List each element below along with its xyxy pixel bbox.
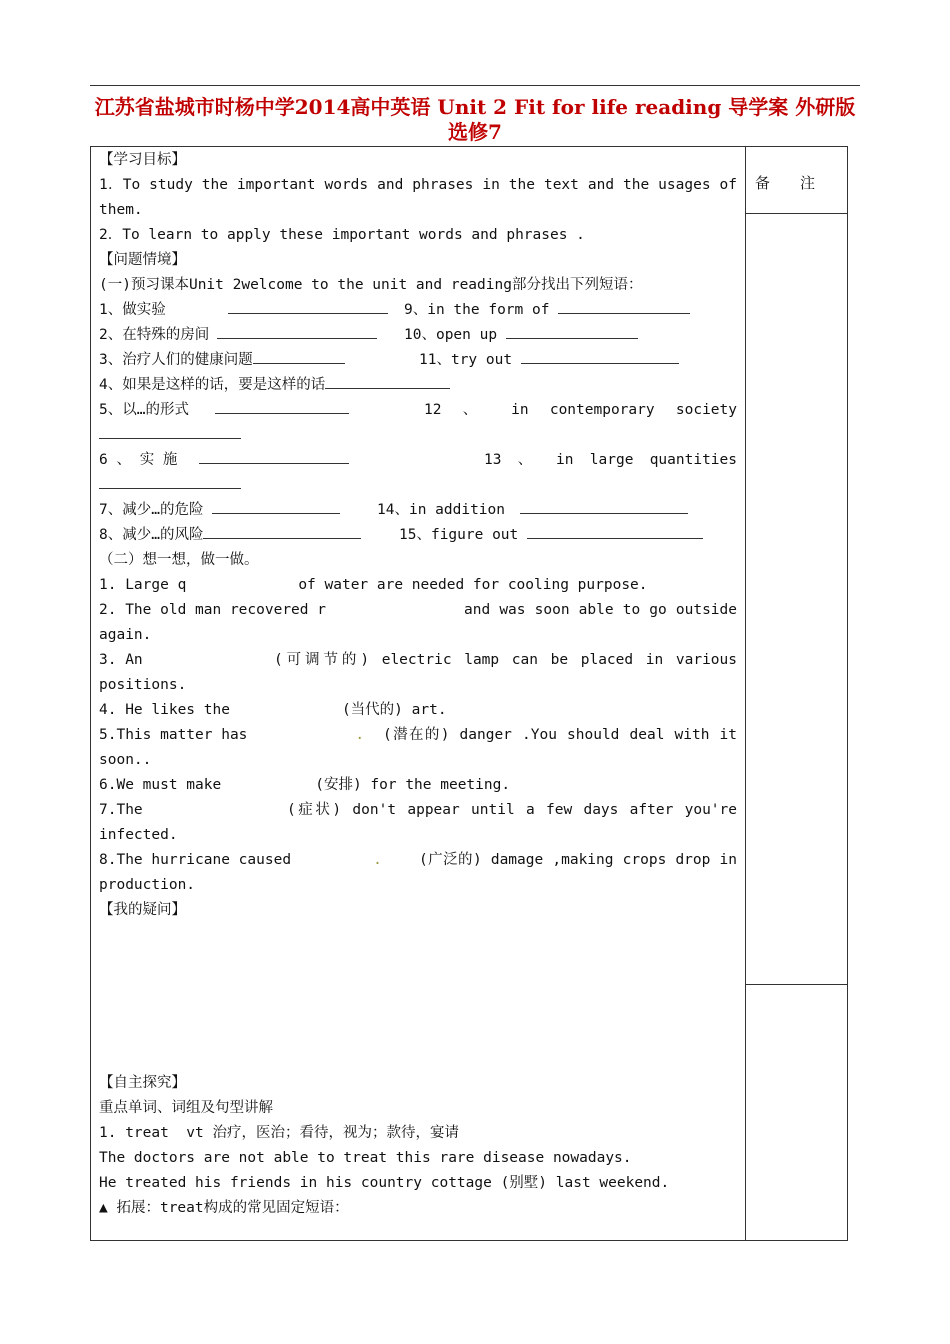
- sentence-2-cont: again.: [99, 627, 152, 643]
- blank[interactable]: [325, 373, 450, 389]
- sentence-7: 7.The (症状) don't appear until a few days after you're: [99, 802, 737, 818]
- goals-header: 【学习目标】: [99, 152, 186, 168]
- blank[interactable]: [228, 298, 388, 314]
- sentence-6: 6.We must make (安排) for the meeting.: [99, 777, 511, 793]
- questions-header: 【我的疑问】: [99, 902, 186, 918]
- notes-header: 备 注: [755, 174, 816, 192]
- phrase-row-4: [99, 373, 737, 398]
- notes-header-divider: [745, 213, 848, 214]
- sentence-2: 2. The old man recovered r and was soon able to go outside: [99, 602, 737, 618]
- explore-header: 【自主探究】: [99, 1075, 186, 1091]
- goal-1-cont: them.: [99, 202, 143, 218]
- phrase-15: 15、figure out: [399, 527, 527, 543]
- phrase-3: 3、治疗人们的健康问题: [99, 352, 253, 368]
- sentence-4: 4. He likes the (当代的) art.: [99, 702, 447, 718]
- phrase-row-6: [99, 448, 737, 473]
- title-line-2: 选修7: [448, 120, 502, 144]
- sentence-5-cont: soon..: [99, 752, 152, 768]
- phrase-11: 11、try out: [419, 352, 521, 368]
- blank[interactable]: [215, 398, 349, 414]
- sentence-3-cont: positions.: [99, 677, 187, 693]
- phrase-1: 1、做实验: [99, 302, 166, 318]
- phrase-13: 13 、 in large quantities: [484, 452, 737, 468]
- blank[interactable]: [203, 523, 361, 539]
- goal-1: 1．To study the important words and phrases in the text and the usages of: [99, 177, 737, 193]
- think-header: （二）想一想，做一做。: [99, 552, 259, 568]
- blank[interactable]: [506, 323, 638, 339]
- phrase-row-3: [99, 348, 737, 373]
- word-treat: 1. treat vt 治疗，医治；看待，视为；款待，宴请: [99, 1125, 459, 1141]
- sentence-8: 8.The hurricane caused . (广泛的) damage ,making crops drop in: [99, 852, 737, 868]
- phrase-5: 5、以…的形式: [99, 402, 189, 418]
- sentence-8-cont: production.: [99, 877, 196, 893]
- example-1: The doctors are not able to treat this rare disease nowadays.: [99, 1150, 632, 1166]
- blank[interactable]: [217, 323, 377, 339]
- blank[interactable]: [520, 498, 688, 514]
- notes-column-divider: [745, 146, 746, 1241]
- blank[interactable]: [212, 498, 340, 514]
- example-2: He treated his friends in his country cottage (别墅) last weekend.: [99, 1175, 670, 1191]
- blank[interactable]: [527, 523, 703, 539]
- header-rule: [90, 85, 860, 86]
- blank[interactable]: [199, 448, 349, 464]
- phrase-9: 9、in the form of: [404, 302, 559, 318]
- phrase-row-2: [99, 323, 737, 348]
- phrase-row-1: [99, 298, 737, 323]
- phrase-6: 6 、 实 施: [99, 452, 178, 468]
- blank[interactable]: [99, 423, 241, 439]
- extension: ▲ 拓展：treat构成的常见固定短语：: [99, 1200, 349, 1216]
- sentence-7-cont: infected.: [99, 827, 178, 843]
- phrase-row-5-cont: [99, 423, 737, 448]
- sentence-5: 5.This matter has . (潜在的) danger .You should deal with it: [99, 727, 737, 743]
- phrase-row-7: [99, 498, 737, 523]
- blank[interactable]: [521, 348, 679, 364]
- phrase-2: 2、在特殊的房间: [99, 327, 210, 343]
- blank[interactable]: [558, 298, 690, 314]
- notes-cell-divider: [745, 984, 848, 985]
- title-line-1: 江苏省盐城市时杨中学2014高中英语 Unit 2 Fit for life reading 导学案 外研版: [94, 95, 856, 119]
- phrase-12: 12 、 in contemporary society: [424, 402, 737, 418]
- phrase-7: 7、减少…的危险: [99, 502, 213, 518]
- problem-intro: (一)预习课本Unit 2welcome to the unit and reading部分找出下列短语：: [99, 277, 643, 293]
- phrase-14: 14、in addition: [377, 502, 514, 518]
- blank[interactable]: [253, 348, 345, 364]
- questions-space[interactable]: [99, 923, 737, 1071]
- worksheet-content: [99, 148, 737, 1221]
- explore-subheader: 重点单词、词组及句型讲解: [99, 1100, 273, 1116]
- phrase-4: 4、如果是这样的话，要是这样的话: [99, 377, 326, 393]
- phrase-row-5: [99, 398, 737, 423]
- problem-header: 【问题情境】: [99, 252, 186, 268]
- sentence-1: 1. Large q of water are needed for cooling purpose.: [99, 577, 648, 593]
- goal-2: 2．To learn to apply these important words and phrases .: [99, 227, 585, 243]
- document-title: [90, 95, 860, 145]
- phrase-row-6-cont: [99, 473, 737, 498]
- phrase-10: 10、open up: [404, 327, 506, 343]
- phrase-row-8: [99, 523, 737, 548]
- phrase-8: 8、减少…的风险: [99, 527, 204, 543]
- blank[interactable]: [99, 473, 241, 489]
- sentence-3: 3. An (可调节的) electric lamp can be placed in various: [99, 652, 737, 668]
